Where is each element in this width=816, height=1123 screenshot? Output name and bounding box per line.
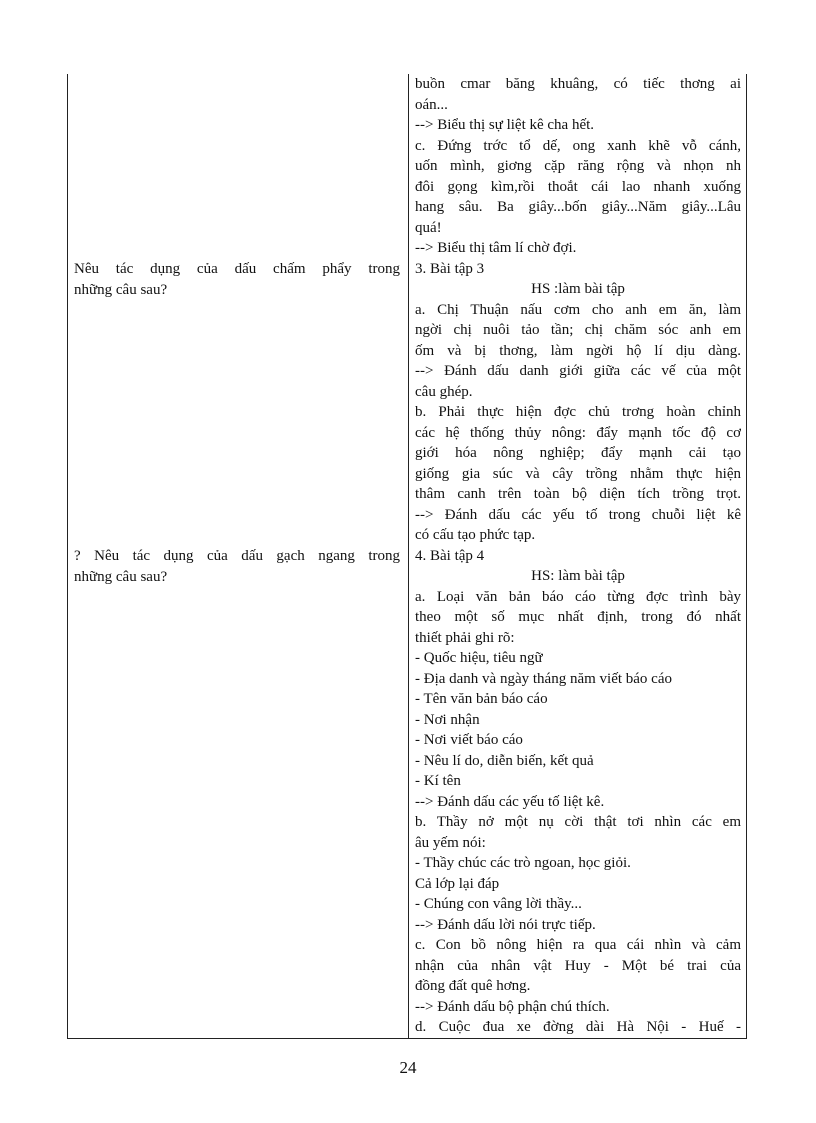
answer-line: HS: làm bài tập: [531, 568, 625, 584]
answer-line: - Thầy chúc các trò ngoan, học giỏi.: [415, 855, 631, 871]
answer-line: --> Đánh dấu lời nói trực tiếp.: [415, 916, 596, 933]
question-4: [74, 546, 400, 587]
answer-line: --> Đánh dấu bộ phận chú thích.: [415, 998, 610, 1015]
answer-line: 4. Bài tập 4: [415, 547, 485, 564]
answer-line: - Quốc hiệu, tiêu ngữ: [415, 650, 543, 666]
answer-line: - Tên văn bản báo cáo: [415, 691, 548, 707]
answer-line: theo một số mục nhất định, trong đó nhất: [415, 609, 741, 625]
answer-line: b. Thầy nở một nụ cời thật tơi nhìn các em: [415, 814, 741, 830]
answer-line: 3. Bài tập 3: [415, 260, 485, 277]
answer-column: [415, 74, 741, 1038]
answer-line: d. Cuộc đua xe đờng dài Hà Nội - Huế -: [415, 1019, 741, 1035]
answer-line: a. Loại văn bản báo cáo từng đợc trình bày: [415, 588, 741, 605]
answer-line: --> Đánh dấu các yếu tố liệt kê.: [415, 793, 605, 810]
answer-line: HS :làm bài tập: [531, 281, 625, 297]
question-4-line-1: ? Nêu tác dụng của dấu gạch ngang trong: [74, 548, 400, 564]
answer-line: giống gia súc và cây trồng nhằm thực hiện: [415, 465, 741, 482]
answer-line: ốm và bị thơng, làm ngời hộ lí dịu dàng.: [415, 342, 741, 359]
answer-line: đôi gọng kìm,rồi thoắt cái lao nhanh xuống: [415, 178, 741, 195]
answer-line: Cả lớp lại đáp: [415, 875, 500, 892]
answer-line: b. Phải thực hiện đợc chủ trơng hoàn chỉnh: [415, 404, 741, 420]
answer-line: có cấu tạo phức tạp.: [415, 527, 536, 543]
answer-line: nhận của nhân vật Huy - Một bé trai của: [415, 957, 741, 974]
lesson-table: [67, 74, 747, 1039]
answer-line: c. Đứng trớc tổ dế, ong xanh khẽ vỗ cánh,: [415, 137, 741, 154]
answer-line: - Kí tên: [415, 773, 461, 789]
page-number: 24: [399, 1058, 417, 1077]
answer-line: - Nơi viết báo cáo: [415, 732, 523, 748]
answer-line: ngời chị nuôi tảo tần; chị chăm sóc anh em: [415, 322, 741, 338]
answer-line: a. Chị Thuận nấu cơm cho anh em ăn, làm: [415, 301, 741, 318]
answer-line: c. Con bồ nông hiện ra qua cái nhìn và cảm: [415, 937, 741, 953]
answer-line: uốn mình, giơng cặp răng rộng và nhọn nh: [415, 158, 741, 174]
answer-line: câu ghép.: [415, 383, 473, 400]
answer-line: - Địa danh và ngày tháng năm viết báo cáo: [415, 670, 672, 687]
answer-line: âu yếm nói:: [415, 834, 486, 851]
answer-line: oán...: [415, 96, 448, 113]
answer-line: đồng đất quê hơng.: [415, 978, 531, 994]
answer-line: các hệ thống thủy nông: đẩy mạnh tốc độ cơ: [415, 424, 741, 441]
answer-line: --> Biểu thị sự liệt kê cha hết.: [415, 117, 595, 133]
question-3: [74, 259, 400, 300]
answer-line: --> Đánh dấu danh giới giữa các vế của một: [415, 363, 741, 379]
answer-line: thâm canh trên toàn bộ diện tích trồng trọt.: [415, 486, 741, 502]
answer-line: - Nơi nhận: [415, 711, 480, 728]
answer-line: - Nêu lí do, diễn biến, kết quả: [415, 752, 594, 769]
answer-line: thiết phải ghi rõ:: [415, 629, 515, 646]
question-3-line-1: Nêu tác dụng của dấu chấm phẩy trong: [74, 261, 400, 277]
question-4-line-2: những câu sau?: [74, 568, 168, 585]
answer-line: - Chúng con vâng lời thầy...: [415, 896, 582, 912]
column-divider: [408, 74, 409, 1038]
answer-line: giới hóa nông nghiệp; đẩy mạnh cải tạo: [415, 445, 741, 461]
answer-line: buồn cmar băng khuâng, có tiếc thơng ai: [415, 76, 741, 92]
answer-line: hang sâu. Ba giây...bốn giây...Năm giây...Lâu: [415, 199, 741, 215]
answer-line: --> Đánh dấu các yếu tố trong chuỗi liệt kê: [415, 506, 741, 523]
answer-line: --> Biểu thị tâm lí chờ đợi.: [415, 240, 577, 256]
question-3-line-2: những câu sau?: [74, 281, 168, 298]
answer-line: quá!: [415, 219, 442, 236]
